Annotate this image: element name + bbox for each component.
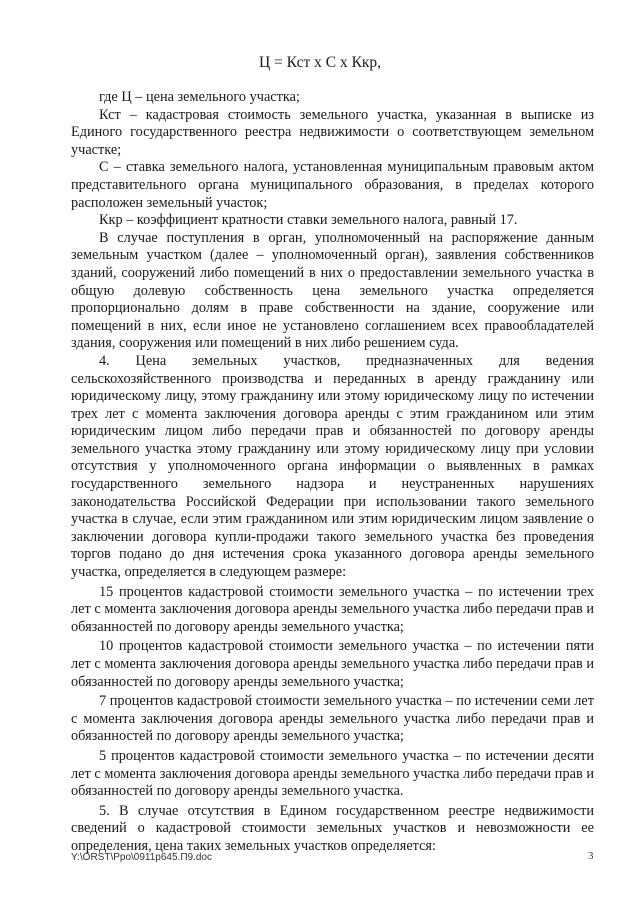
footer-file-path: Y:\ORST\Ppo\0911p645.П9.doc: [71, 852, 212, 863]
formula: Ц = Кст х С х Ккр,: [258, 54, 382, 71]
paragraph-definition-kkr: Ккр – коэффициент кратности ставки земельного налога, равный 17.: [99, 212, 518, 229]
paragraph-definition-c: где Ц – цена земельного участка;: [99, 89, 300, 105]
paragraph-definition-s: С – ставка земельного налога, установленная муниципальным правовым актом представительного органа муниципального образования, в пределах которого расположен земельный участок;: [71, 159, 594, 211]
paragraph-10-percent: 10 процентов кадастровой стоимости земельного участка – по истечении пяти лет с момента заключения договора аренды земельного участка либо передачи прав и обязанностей по договору аренды земельного участка;: [71, 638, 594, 690]
paragraph-definition-kst: Кст – кадастровая стоимость земельного участка, указанная в выписке из Единого государственного реестра недвижимости о соответствующем земельном участке;: [71, 106, 594, 158]
paragraph-item-4: 4. Цена земельных участков, предназначенных для ведения сельскохозяйственного производства и переданных в аренду гражданину или юридическому лицу, этому гражданину или этому юридическому лицу по истечении трех лет с момента заключения договора аренды с этим гражданином или этим юридическим лицом либо передачи прав и обязанностей по договору аренды земельного участка этому гражданину или этому юридическому лицу при условии отсутствия у уполномоченного органа информации о выявленных в рамках государственного земельного надзора и неустраненных нарушениях законодательства Российской Федерации при использовании такого земельного участка в случае, если этим гражданином или этим юридическим лицом заявление о заключении договора купли-продажи такого земельного участка без проведения торгов подано до дня истечения срока указанного договора аренды земельного участка, определяется в следующем размере:: [71, 352, 594, 581]
page-number: 3: [588, 850, 594, 862]
paragraph-shared-ownership: В случае поступления в орган, уполномоченный на распоряжение данным земельным участком (далее – уполномоченный орган), заявления собственников зданий, сооружений либо помещений в них о предоставлении земельного участка в общую долевую собственность цена земельного участка определяется пропорционально долям в праве собственности на здание, сооружение или помещений в них, если иное не установлено соглашением всех правообладателей здания, сооружения или помещений в них либо решением суда.: [71, 229, 594, 352]
paragraph-7-percent: 7 процентов кадастровой стоимости земельного участка – по истечении семи лет с момента заключения договора аренды земельного участка либо передачи прав и обязанностей по договору аренды земельного участка;: [71, 693, 594, 745]
paragraph-5-percent: 5 процентов кадастровой стоимости земельного участка – по истечении десяти лет с момента заключения договора аренды земельного участка либо передачи прав и обязанностей по договору аренды земельного участка.: [71, 747, 594, 800]
document-body: [71, 89, 594, 856]
paragraph-item-5: 5. В случае отсутствия в Едином государственном реестре недвижимости сведений о кадастровой стоимости земельных участков и невозможности ее определения, цена таких земельных участков определяется:: [71, 802, 594, 854]
paragraph-15-percent: 15 процентов кадастровой стоимости земельного участка – по истечении трех лет с момента заключения договора аренды земельного участка либо передачи прав и обязанностей по договору аренды земельного участка;: [71, 583, 594, 635]
